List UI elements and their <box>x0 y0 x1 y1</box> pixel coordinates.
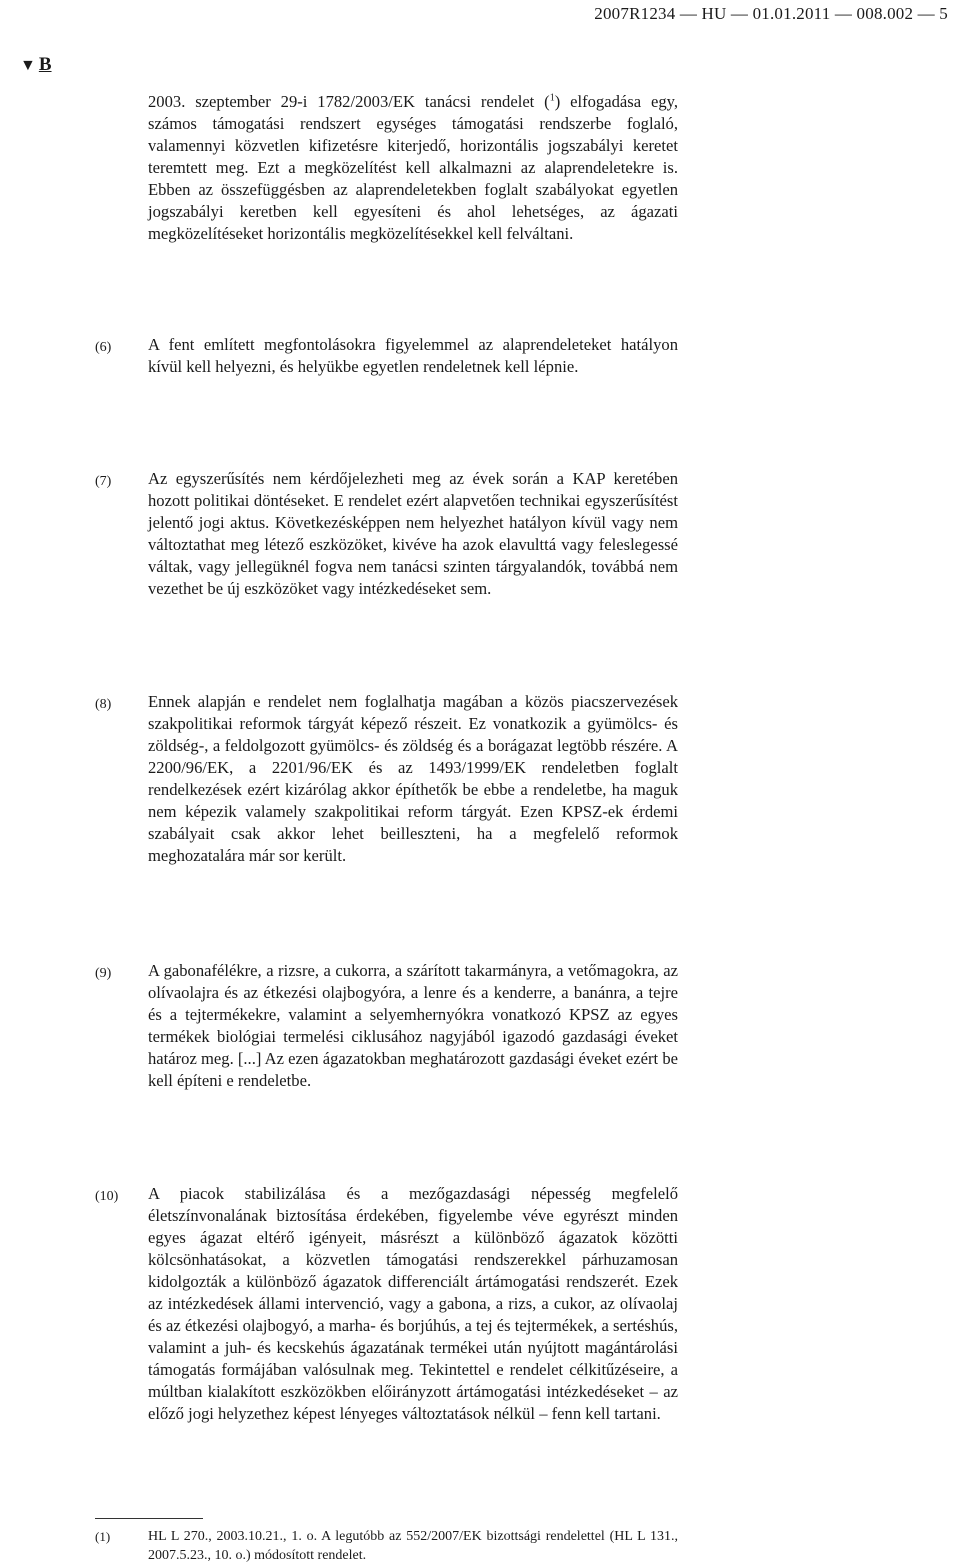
paragraph-number-8: (8) <box>95 697 112 712</box>
document-header: 2007R1234 — HU — 01.01.2011 — 008.002 — 5 <box>594 4 948 23</box>
marker-letter: B <box>38 54 52 75</box>
paragraph-7: Az egyszerűsítés nem kérdőjelezheti meg az évek során a KAP keretében hozott politikai döntéseket. E rendelet ezért alapvetően technikai egyszerűsítést jelentő jogi aktus. Következésképpen nem helyezhet hatályon kívül vagy nem változtathat meg létező eszközöket, kivéve ha azok elavulttá vagy feleslegessé váltak, vagy jellegüknél fogva nem tanácsi szinten tárgyalandók, továbbá nem vezethet be új eszközöket vagy intézkedéseket sem. <box>148 469 678 598</box>
footnote-text: HL L 270., 2003.10.21., 1. o. A legutóbb az 552/2007/EK bizottsági rendelettel (HL L 131., 2007.5.23., 10. o.) módosított rendelet. <box>148 1529 678 1563</box>
footnote <box>95 1527 678 1563</box>
paragraph-8: Ennek alapján e rendelet nem foglalhatja magában a közös piacszervezések szakpolitikai reformok tárgyát képező részeit. Ez vonatkozik a gyümölcs- és zöldség-, a feldolgozott gyümölcs- és zöldség és a borágazat legtöbb részére. A 2200/96/EK, a 2201/96/EK és az 1493/1999/EK rendeletben foglalt rendelkezések ezért kizárólag akkor építhetők be ebbe a rendeletbe, ha maguk nem képezik valamely szakpolitikai reform tárgyát. Ezen KPSZ-ek érdemi szabályait csak akkor lehet beilleszteni, ha a megfelelő reformok meghozatalára már sor került. <box>148 692 678 865</box>
amendment-marker <box>20 54 52 76</box>
paragraph-10: A piacok stabilizálása és a mezőgazdasági népesség megfelelő életszínvonalának biztosítása érdekében, figyelembe véve egyrészt minden egyes ágazat eltérő igényeit, másrészt a különböző ágazatok közötti kölcsönhatásokat, a közvetlen támogatási rendszerekkel párhuzamosan kidolgozták a különböző ágazatok differenciált ártámogatási rendszerét. Ezek az intézkedések állami intervenció, vagy a gabona, a rizs, a cukor, az olívaolaj és az étkezési olajbogyó, a marha- és borjúhús, a tej és tejtermékek, a sertéshús, valamint a juh- és kecskehús ágazatának termékei után nyújtott magántárolási támogatás formájában valósulnak meg. Tekintettel e rendelet célkitűzéseire, a múltban kialakított eszközökben előirányzott ártámogatási intézkedéseket – az előző jogi helyzethez képest lényeges változtatások nélkül – fenn kell tartani. <box>148 1184 678 1423</box>
paragraph-9: A gabonafélékre, a rizsre, a cukorra, a szárított takarmányra, a vetőmagokra, az olívaolajra és az étkezési olajbogyóra, a lenre és a kenderre, a banánra, a tejre és a tejtermékekre, valamint a selyemhernyókra vonatkozó KPSZ az egyes termékek biológiai termelési ciklusához nagyjából igazodó gazdasági éveket határoz meg. [...] Az ezen ágazatokban meghatározott gazdasági éveket ezért be kell építeni e rendeletbe. <box>148 961 678 1090</box>
footnote-divider <box>95 1518 203 1519</box>
paragraph-6: A fent említett megfontolásokra figyelemmel az alaprendeleteket hatályon kívül kell helyezni, és helyükbe egyetlen rendeletnek kell lépnie. <box>148 335 678 376</box>
paragraph-number-9: (9) <box>95 966 112 981</box>
footnote-reference[interactable]: 1 <box>549 92 555 104</box>
triangle-down-icon: ▼ <box>20 57 36 74</box>
intro-text-rest: ) elfogadása egy, számos támogatási rendszert egységes támogatási rendszerbe foglaló, valamennyi közvetlen kifizetésre kiterjedő, horizontális jogszabályi keretet teremtett meg. Ezt a megközelítést kell alkalmazni az alaprendeletekre is. Ebben az összefüggésben az alaprendeletekben foglalt szabályokat egyetlen jogszabályi keretben kell egyesíteni és ahol lehetséges, az ágazati megközelítéseket horizontális megközelítésekkel kell felváltani. <box>148 92 678 243</box>
paragraph-number-10: (10) <box>95 1189 119 1204</box>
intro-paragraph <box>148 91 678 245</box>
intro-text-start: 2003. szeptember 29-i 1782/2003/EK tanácsi rendelet ( <box>148 92 550 111</box>
paragraph-number-7: (7) <box>95 474 112 489</box>
paragraph-number-6: (6) <box>95 340 112 355</box>
footnote-mark: (1) <box>95 1529 111 1544</box>
